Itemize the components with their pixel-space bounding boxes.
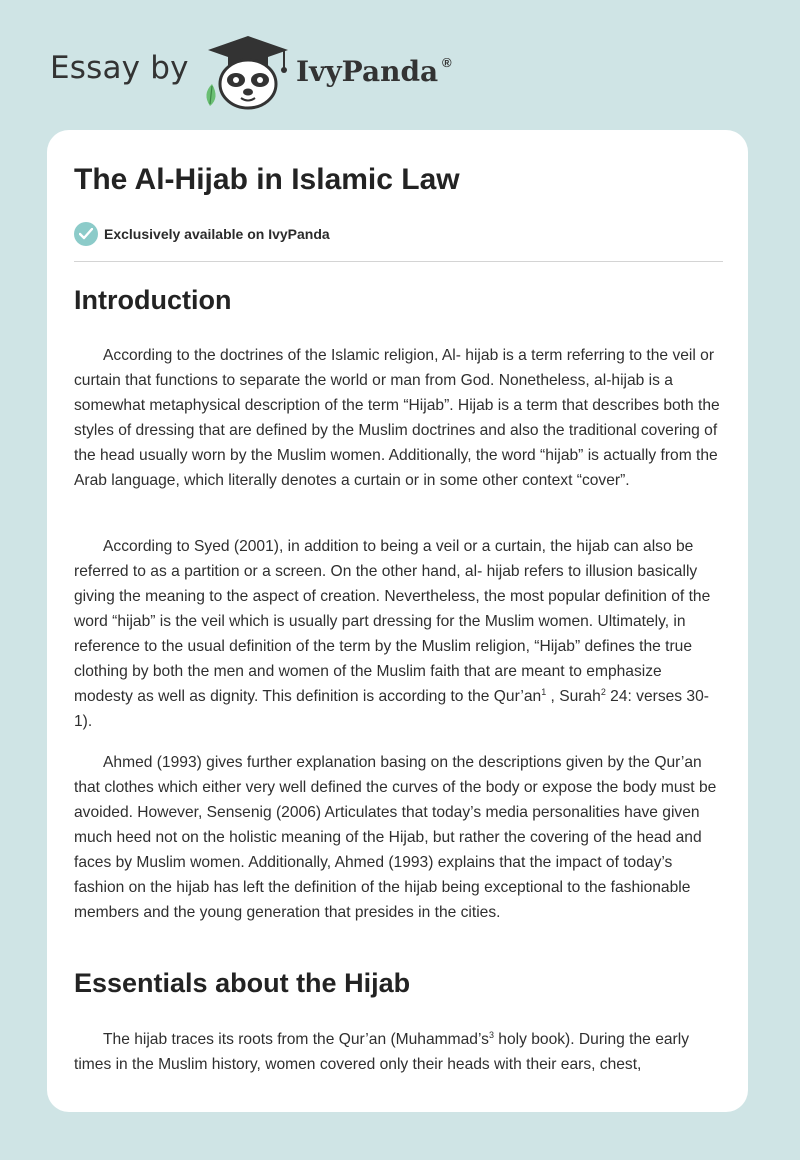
check-icon [74, 222, 98, 246]
page-title: The Al-Hijab in Islamic Law [74, 163, 460, 196]
brand-name[interactable]: IvyPanda [296, 55, 439, 88]
section-heading-essentials: Essentials about the Hijab [74, 968, 411, 998]
panda-logo-icon[interactable] [198, 32, 298, 112]
divider [74, 261, 723, 262]
paragraph-text: holy book). During the early times in the Muslim history, women covered only their heads with their ears, chest, [74, 1031, 689, 1073]
site-header [0, 0, 800, 130]
footnote-ref[interactable]: 2 [600, 687, 606, 697]
paragraph [74, 534, 724, 734]
exclusive-badge [74, 222, 330, 246]
section-heading-introduction: Introduction [74, 285, 232, 315]
paragraph-text: 24: verses 30- 1). [74, 688, 709, 730]
paragraph-text: The hijab traces its roots from the Qur’an (Muhammad’s [103, 1031, 489, 1048]
brand-prefix: Essay by [50, 50, 189, 86]
paragraph-text: According to Syed (2001), in addition to being a veil or a curtain, the hijab can also be referred to as a partition or a screen. On the other hand, al- hijab refers to illusion basically giving the meaning to the aspect of creation. Nevertheless, the most popular definition of the word “hijab” is the veil which is usually part dressing for the Muslim women. Ultimately, in reference to the usual definition of the term by the Muslim religion, “Hijab” defines the true clothing by both the men and women of the Muslim faith that are meant to emphasize modesty as well as dignity. This definition is according to the Qur’an [74, 538, 711, 705]
paragraph: According to the doctrines of the Islamic religion, Al- hijab is a term referring to the veil or curtain that functions to separate the world or man from God. Nonetheless, al-hijab is a somewhat metaphysical description of the term “Hijab”. Hijab is a term that describes both the styles of dressing that are defined by the Muslim doctrines and also the traditional covering of the head usually worn by the Muslim women. Additionally, the word “hijab” is actually from the Arab language, which literally denotes a curtain or in some other context “cover”. [74, 347, 720, 489]
article-card [47, 130, 748, 1112]
paragraph [74, 1027, 724, 1077]
paragraph-text: , Surah [546, 688, 601, 705]
badge-text: Exclusively available on IvyPanda [104, 226, 330, 242]
footnote-ref[interactable]: 3 [488, 1030, 494, 1040]
paragraph: Ahmed (1993) gives further explanation basing on the descriptions given by the Qur’an that clothes which either very well defined the curves of the body or expose the body must be avoided. However, Sensenig (2006) Articulates that today’s media personalities have given much heed not on the holistic meaning of the Hijab, but rather the covering of the head and faces by Muslim women. Additionally, Ahmed (1993) explains that the impact of today’s fashion on the hijab has left the definition of the hijab being exceptional to the fashionable members and the young generation that presides in the cities. [74, 754, 717, 921]
brand-registered-mark: ® [442, 55, 452, 70]
footnote-ref[interactable]: 1 [541, 687, 547, 697]
